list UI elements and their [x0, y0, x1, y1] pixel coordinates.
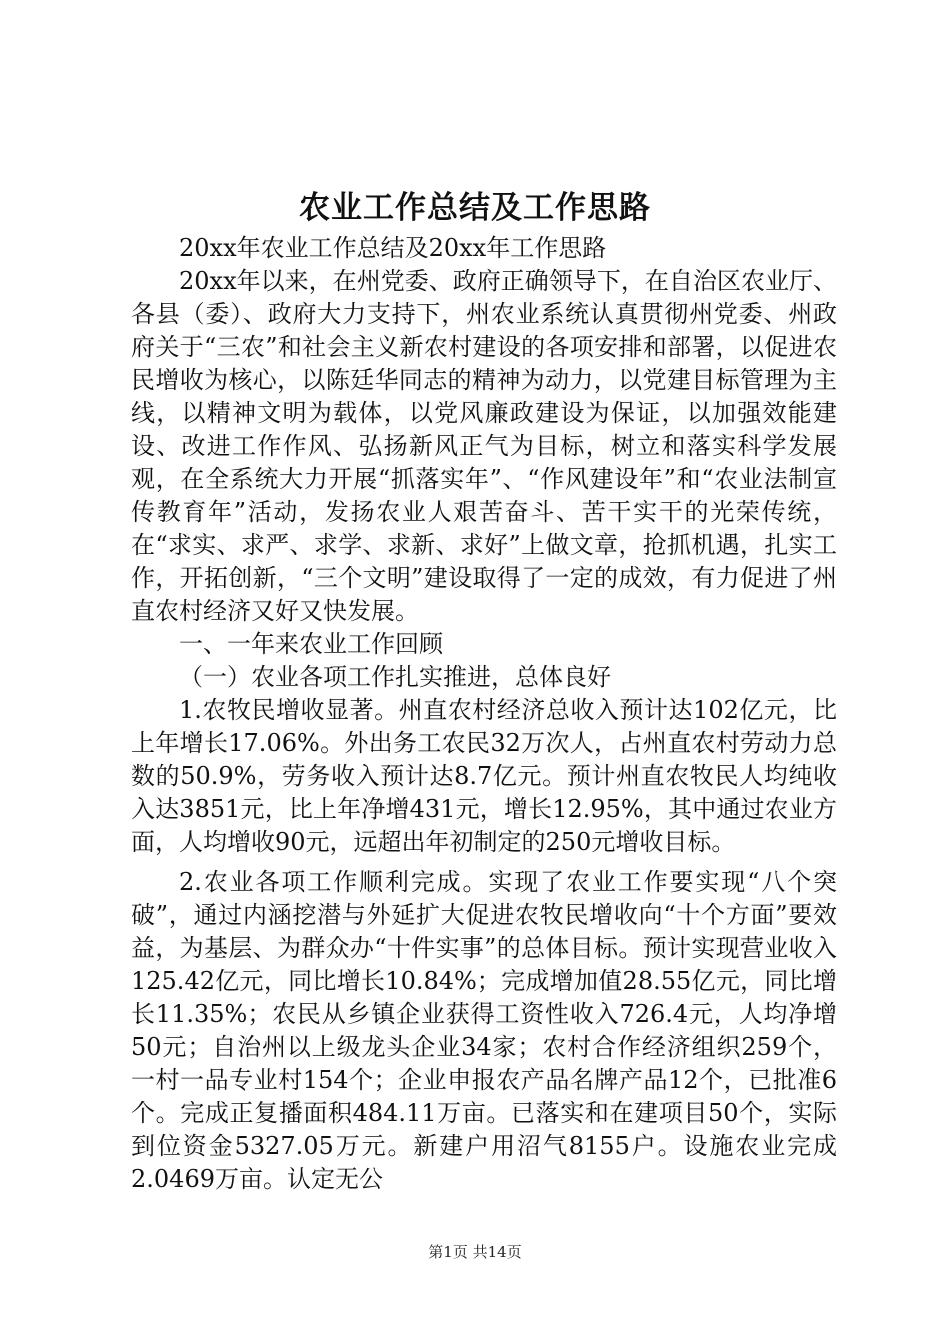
item-paragraph-1: 1.农牧民增收显著。州直农村经济总收入预计达102亿元，比上年增长17.06%。外出务工农民32万次人，占州直农村劳动力总数的50.9%，劳务收入预计达8.7亿元。预计州直农牧民人均纯收入达3851元，比上年净增431元，增长12.95%，其中通过农业方面，人均增收90元，远超出年初制定的250元增收目标。 [131, 696, 837, 856]
intro-paragraph: 20xx年以来，在州党委、政府正确领导下，在自治区农业厅、各县（委）、政府大力支持下，州农业系统认真贯彻州党委、州政府关于“三农”和社会主义新农村建设的各项安排和部署，以促进农民增收为核心，以陈廷华同志的精神为动力，以党建目标管理为主线，以精神文明为载体，以党风廉政建设为保证，以加强效能建设、改进工作作风、弘扬新风正气为目标，树立和落实科学发展观，在全系统大力开展“抓落实年”、“作风建设年”和“农业法制宣传教育年”活动，发扬农业人艰苦奋斗、苦干实干的光荣传统，在“求实、求严、求学、求新、求好”上做文章，抢抓机遇，扎实工作，开拓创新，“三个文明”建设取得了一定的成效，有力促进了州直农村经济又好又快发展。 [131, 267, 837, 625]
item-paragraph-2: 2.农业各项工作顺利完成。实现了农业工作要实现“八个突破”，通过内涵挖潜与外延扩大促进农牧民增收向“十个方面”要效益，为基层、为群众办“十件实事”的总体目标。预计实现营业收入125.42亿元，同比增长10.84%；完成增加值28.55亿元，同比增长11.35%；农民从乡镇企业获得工资性收入726.4元，人均净增50元；自治州以上级龙头企业34家；农村合作经济组织259个，一村一品专业村154个；企业申报农产品名牌产品12个，已批准6个。完成正复播面积484.11万亩。已落实和在建项目50个，实际到位资金5327.05万元。新建户用沼气8155户。设施农业完成2.0469万亩。认定无公 [131, 868, 837, 1193]
page-number-footer: 第1页 共14页 [428, 1243, 522, 1261]
document-body [131, 232, 837, 1196]
subtitle-paragraph: 20xx年农业工作总结及20xx年工作思路 [179, 234, 607, 262]
subsection-heading: （一）农业各项工作扎实推进，总体良好 [179, 663, 611, 691]
document-title: 农业工作总结及工作思路 [299, 190, 651, 226]
section-heading: 一、一年来农业工作回顾 [179, 630, 443, 658]
